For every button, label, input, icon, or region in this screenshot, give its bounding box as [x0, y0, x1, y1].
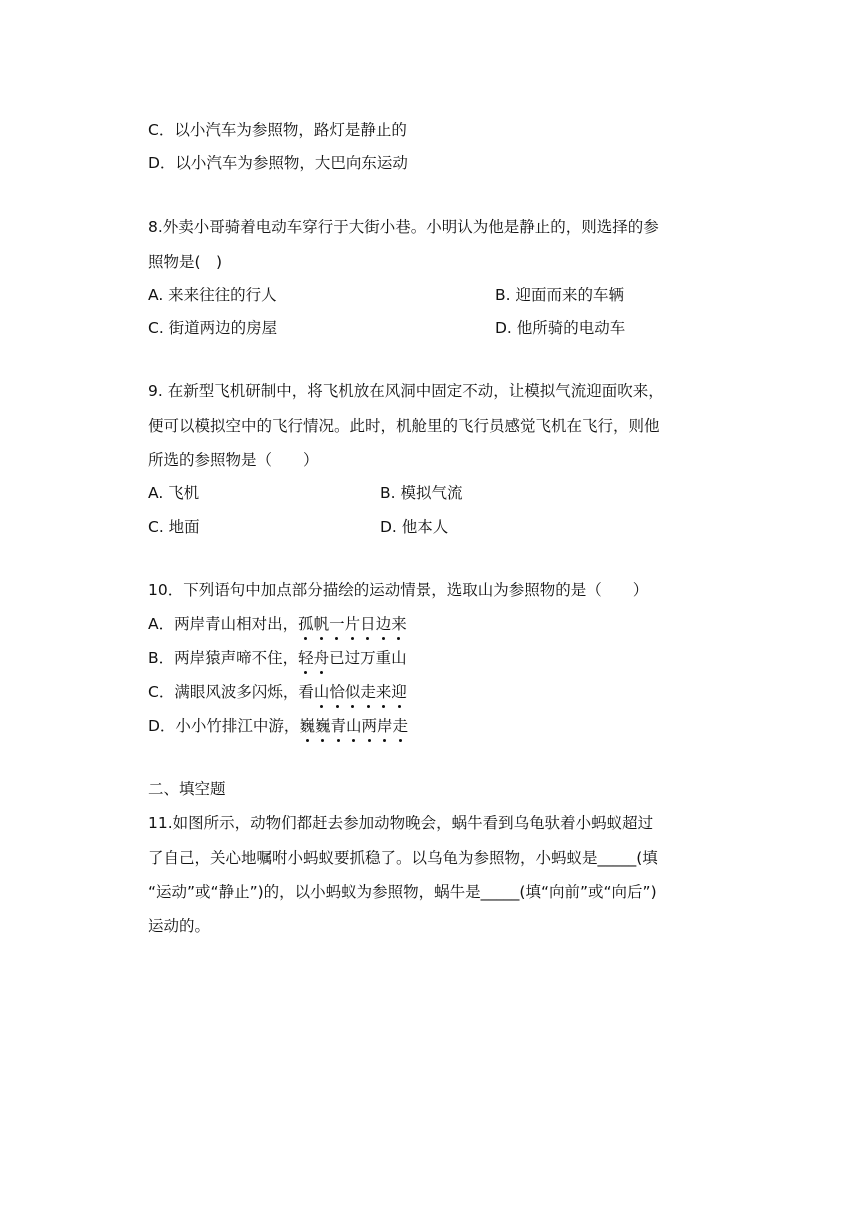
q7-option-d: D．以小汽车为参照物，大巴向东运动: [148, 154, 408, 172]
q8-option-b: B. 迎面而来的车辆: [495, 286, 624, 304]
section-heading-fill-in: 二、填空题: [148, 780, 226, 798]
emphasis-dot-char: 来: [375, 683, 392, 701]
q10-stem: 10．下列语句中加点部分描绘的运动情景，选取山为参照物的是（ ）: [148, 581, 649, 599]
emphasis-dot-char: 来: [391, 615, 407, 633]
emphasis-dot-char: 两: [361, 717, 378, 735]
emphasis-dot-char: 青: [330, 717, 346, 735]
q9-option-c: C. 地面: [148, 518, 200, 536]
emphasis-dot-char: 巍: [299, 717, 315, 735]
emphasis-dot-char: 巍: [314, 717, 331, 735]
emphasis-dot-char: 一: [329, 615, 345, 633]
q10-option-b: [148, 647, 407, 669]
q10-option-d-prefix: D．小小竹排江中游，: [148, 717, 300, 735]
q8-stem-line1: 8.外卖小哥骑着电动车穿行于大街小巷。小明认为他是静止的，则选择的参: [148, 218, 659, 236]
emphasis-dot-char: 走: [392, 717, 409, 735]
q8-option-d: D. 他所骑的电动车: [495, 319, 626, 337]
emphasis-dot-char: 山: [313, 683, 330, 701]
q10-option-d: [148, 715, 408, 737]
emphasis-dot-char: 恰: [329, 683, 345, 701]
q10-option-c-prefix: C．满眼风波多闪烁，看: [148, 683, 314, 701]
q9-stem-line2: 便可以模拟空中的飞行情况。此时，机舱里的飞行员感觉飞机在飞行，则他: [148, 417, 660, 435]
emphasis-dot-char: 日: [360, 615, 376, 633]
q10-option-b-prefix: B．两岸猿声啼不住，: [148, 649, 299, 667]
q10-option-b-suffix: 已过万重山: [329, 649, 407, 667]
emphasis-dot-char: 山: [345, 717, 362, 735]
q8-option-c: C. 街道两边的房屋: [148, 319, 278, 337]
q9-stem-line1: 9. 在新型飞机研制中，将飞机放在风洞中固定不动，让模拟气流迎面吹来，: [148, 382, 664, 400]
emphasis-dot-char: 帆: [313, 615, 330, 633]
q10-option-a: [148, 613, 407, 635]
emphasis-dot-char: 岸: [377, 717, 393, 735]
q11-stem-line3: “运动”或“静止”)的，以小蚂蚁为参照物，蜗牛是_____(填“向前”或“向后”): [148, 883, 657, 901]
q9-option-a: A. 飞机: [148, 484, 200, 502]
q11-stem-line1: 11.如图所示，动物们都赶去参加动物晚会，蜗牛看到乌龟驮着小蚂蚁超过: [148, 814, 654, 832]
emphasis-dot-char: 轻: [298, 649, 314, 667]
q9-stem-line3: 所选的参照物是（ ）: [148, 451, 319, 469]
emphasis-dot-char: 片: [344, 615, 361, 633]
q10-option-c: [148, 681, 407, 703]
emphasis-dot-char: 边: [375, 615, 392, 633]
q8-stem-line2: 照物是( ): [148, 253, 223, 271]
emphasis-dot-char: 孤: [298, 615, 314, 633]
emphasis-dot-char: 似: [344, 683, 361, 701]
emphasis-dot-char: 迎: [391, 683, 407, 701]
emphasis-dot-char: 舟: [313, 649, 330, 667]
emphasis-dot-char: 走: [360, 683, 376, 701]
q11-stem-line4: 运动的。: [148, 917, 211, 935]
q8-option-a: A. 来来往往的行人: [148, 286, 277, 304]
q10-option-a-prefix: A．两岸青山相对出，: [148, 615, 299, 633]
q7-option-c: C．以小汽车为参照物，路灯是静止的: [148, 121, 407, 139]
q9-option-d: D. 他本人: [380, 518, 449, 536]
q11-stem-line2: 了自己，关心地嘱咐小蚂蚁要抓稳了。以乌龟为参照物，小蚂蚁是_____(填: [148, 849, 658, 867]
q9-option-b: B. 模拟气流: [380, 484, 463, 502]
